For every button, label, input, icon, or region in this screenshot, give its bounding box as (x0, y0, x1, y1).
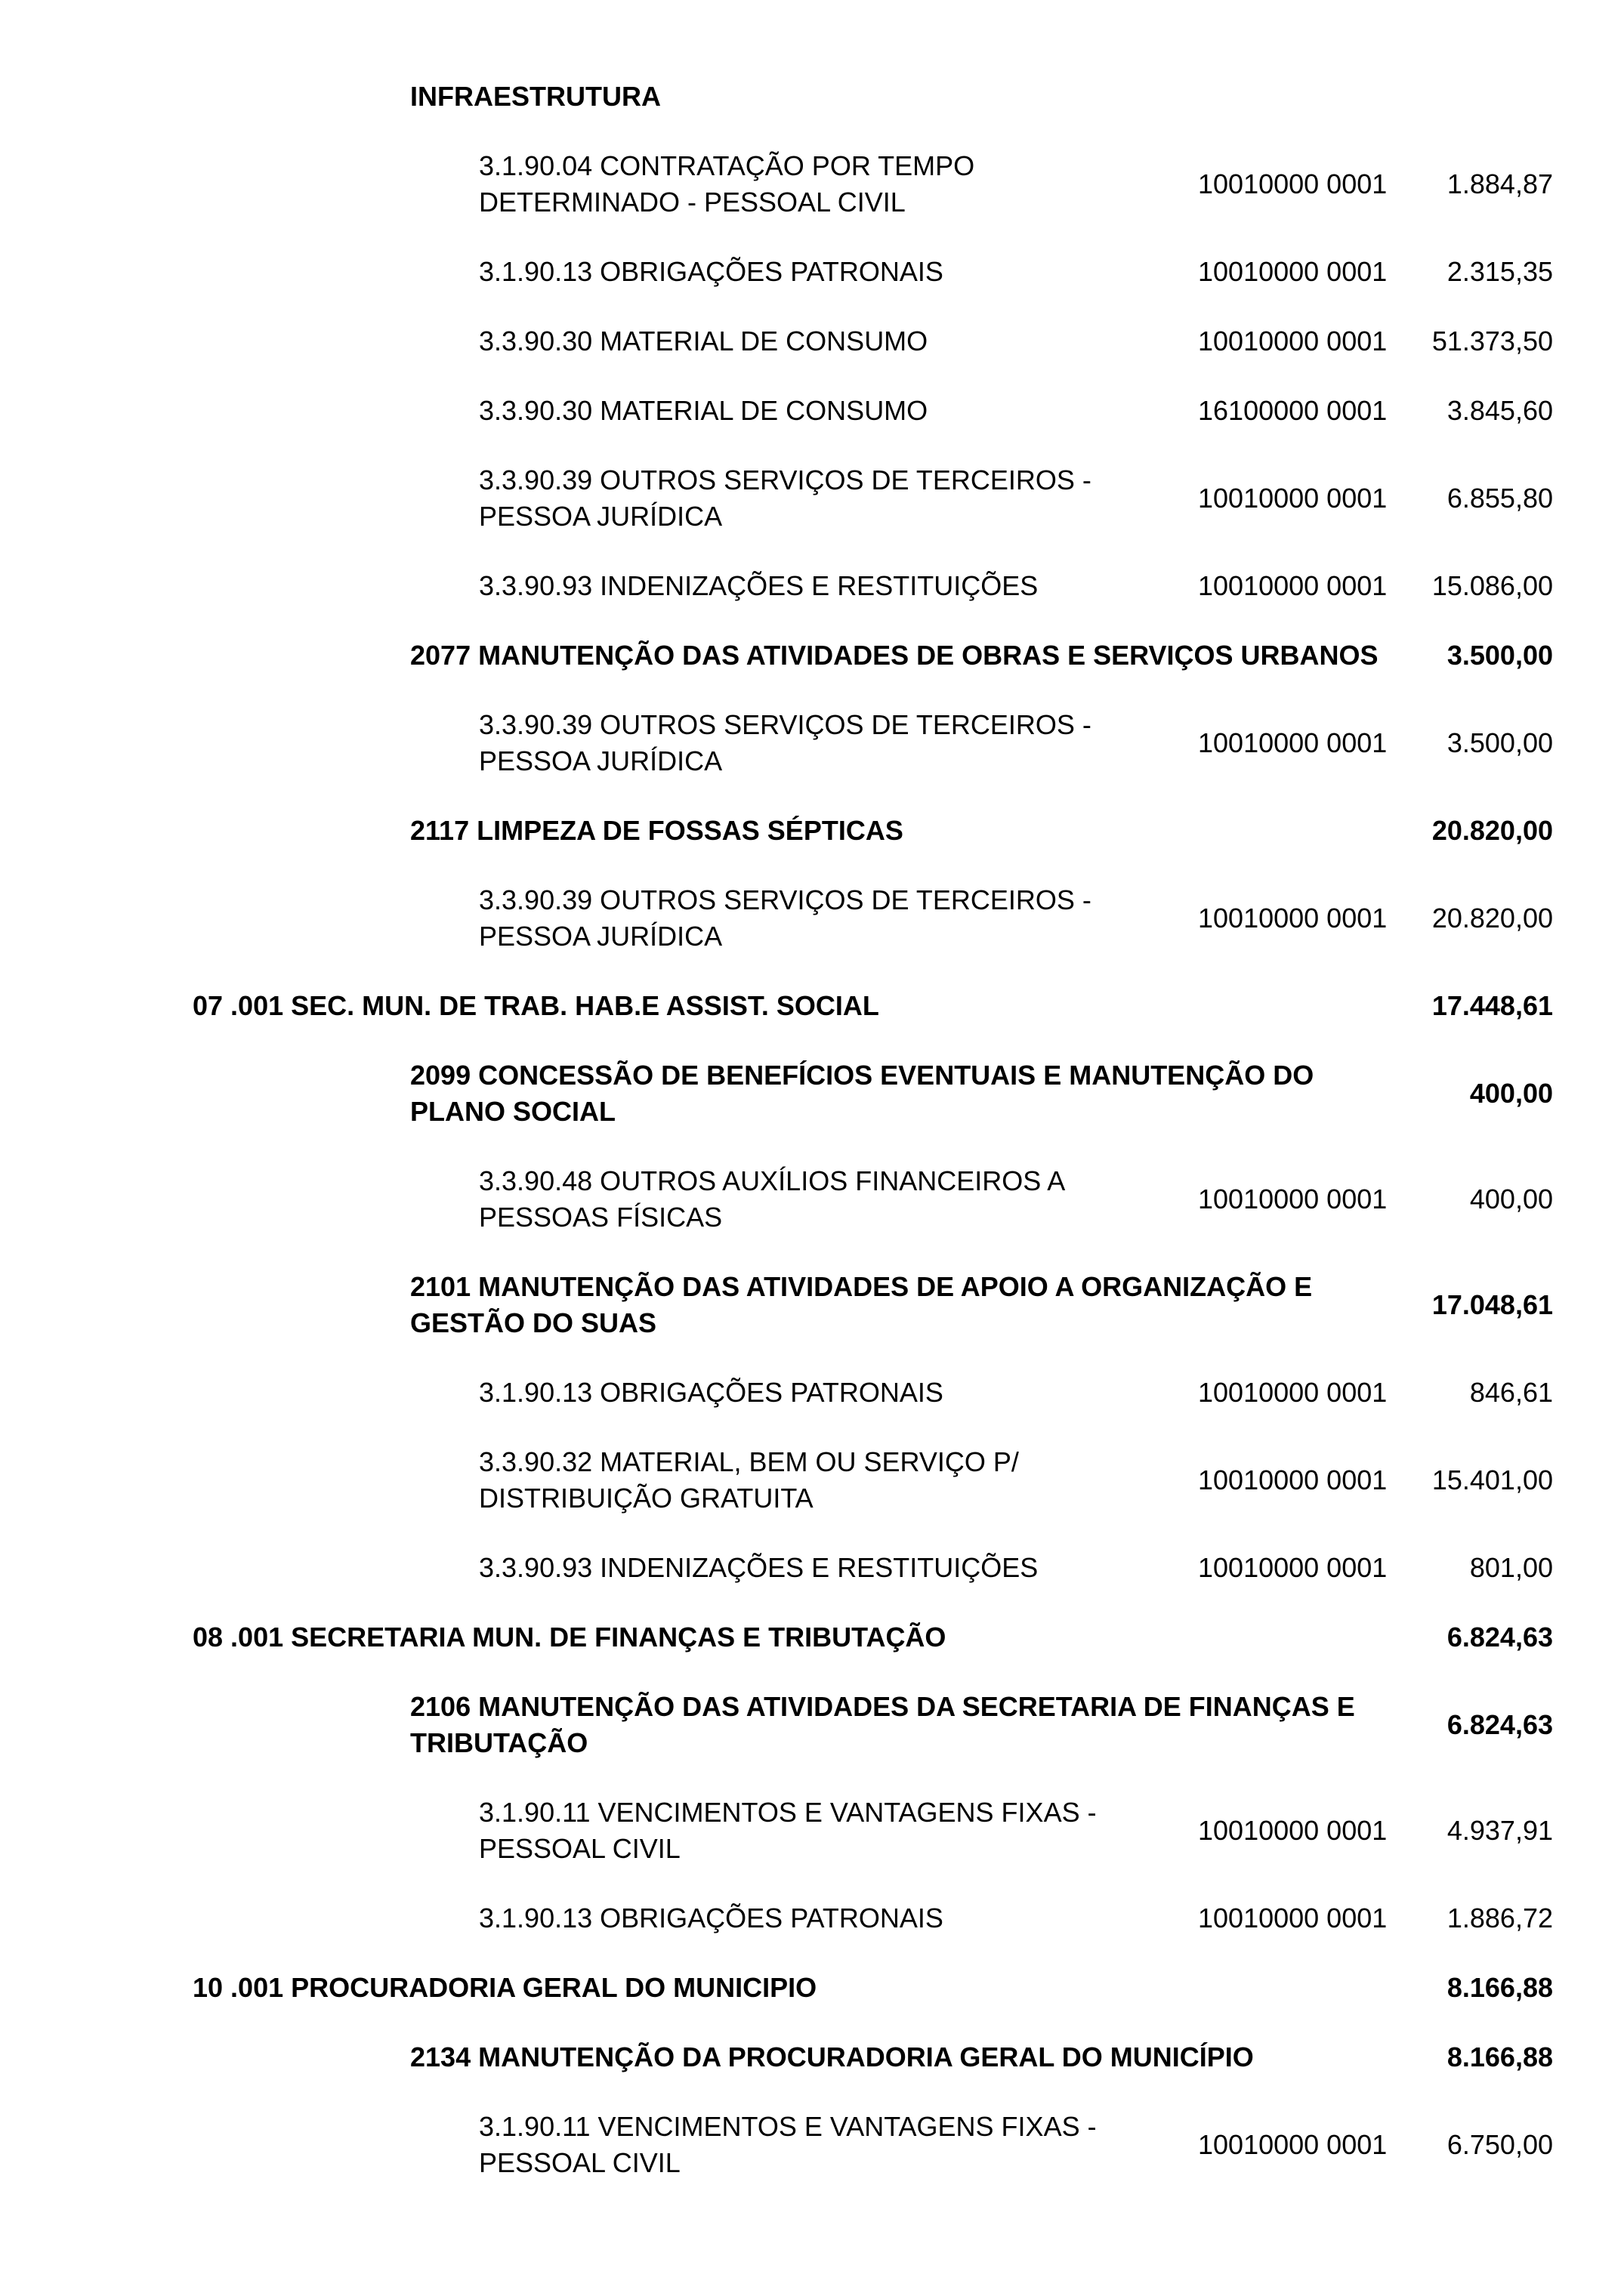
source-code: 10010000 0001 (1198, 903, 1388, 934)
amount: 6.855,80 (1446, 483, 1553, 514)
action-total: 400,00 (1469, 1078, 1553, 1109)
source-code: 10010000 0001 (1198, 2129, 1388, 2160)
source-code: 16100000 0001 (1198, 395, 1388, 426)
source-code: 10010000 0001 (1198, 1903, 1388, 1933)
expense-label: 3.1.90.13 OBRIGAÇÕES PATRONAIS (479, 1377, 943, 1408)
source-code: 10010000 0001 (1198, 1552, 1388, 1583)
source-code: 10010000 0001 (1198, 1183, 1388, 1214)
action-label: 2101 MANUTENÇÃO DAS ATIVIDADES DE APOIO A ORGANIZAÇÃO E GESTÃO DO SUAS (410, 1271, 1313, 1338)
source-code: 10010000 0001 (1198, 727, 1388, 758)
expense-label: 3.1.90.04 CONTRATAÇÃO POR TEMPO DETERMINADO - PESSOAL CIVIL (479, 150, 975, 218)
action-total: 6.824,63 (1446, 1709, 1553, 1740)
action-label: 2134 MANUTENÇÃO DA PROCURADORIA GERAL DO MUNICÍPIO (410, 2041, 1254, 2072)
unit-label: 07 .001 SEC. MUN. DE TRAB. HAB.E ASSIST. SOCIAL (193, 990, 879, 1021)
expense-label: 3.3.90.39 OUTROS SERVIÇOS DE TERCEIROS - PESSOA JURÍDICA (479, 464, 1091, 532)
amount: 3.500,00 (1446, 727, 1553, 758)
action-label: 2106 MANUTENÇÃO DAS ATIVIDADES DA SECRETARIA DE FINANÇAS E TRIBUTAÇÃO (410, 1691, 1355, 1758)
amount: 400,00 (1469, 1183, 1553, 1214)
amount: 6.750,00 (1446, 2129, 1553, 2160)
expense-label: 3.3.90.30 MATERIAL DE CONSUMO (479, 326, 928, 356)
source-code: 10010000 0001 (1198, 1815, 1388, 1846)
source-code: 10010000 0001 (1198, 1464, 1388, 1495)
source-code: 10010000 0001 (1198, 256, 1388, 287)
expense-label: 3.3.90.32 MATERIAL, BEM OU SERVIÇO P/ DISTRIBUIÇÃO GRATUITA (479, 1446, 1019, 1514)
action-label: 2117 LIMPEZA DE FOSSAS SÉPTICAS (410, 815, 903, 846)
source-code: 10010000 0001 (1198, 1377, 1388, 1408)
source-code: 10010000 0001 (1198, 483, 1388, 514)
unit-total: 6.824,63 (1446, 1622, 1553, 1653)
amount: 4.937,91 (1446, 1815, 1553, 1846)
amount: 15.086,00 (1431, 570, 1553, 601)
amount: 1.884,87 (1446, 168, 1553, 199)
action-total: 17.048,61 (1431, 1289, 1553, 1320)
amount: 51.373,50 (1431, 326, 1553, 356)
action-label: 2077 MANUTENÇÃO DAS ATIVIDADES DE OBRAS E SERVIÇOS URBANOS (410, 640, 1379, 671)
source-code: 10010000 0001 (1198, 570, 1388, 601)
source-code: 10010000 0001 (1198, 168, 1388, 199)
expense-label: 3.3.90.93 INDENIZAÇÕES E RESTITUIÇÕES (479, 1552, 1039, 1583)
action-total: 8.166,88 (1446, 2041, 1553, 2072)
action-label: 2099 CONCESSÃO DE BENEFÍCIOS EVENTUAIS E MANUTENÇÃO DO PLANO SOCIAL (410, 1060, 1314, 1127)
action-total: 3.500,00 (1446, 640, 1553, 671)
expense-label: 3.3.90.39 OUTROS SERVIÇOS DE TERCEIROS - PESSOA JURÍDICA (479, 709, 1091, 776)
amount: 15.401,00 (1431, 1464, 1553, 1495)
amount: 2.315,35 (1446, 256, 1553, 287)
expense-label: 3.3.90.30 MATERIAL DE CONSUMO (479, 395, 928, 426)
expense-label: 3.3.90.93 INDENIZAÇÕES E RESTITUIÇÕES (479, 570, 1039, 601)
amount: 801,00 (1469, 1552, 1553, 1583)
source-code: 10010000 0001 (1198, 326, 1388, 356)
expense-label: 3.1.90.13 OBRIGAÇÕES PATRONAIS (479, 1903, 943, 1933)
section-label: INFRAESTRUTURA (410, 81, 661, 112)
unit-total: 17.448,61 (1431, 990, 1553, 1021)
expense-label: 3.1.90.11 VENCIMENTOS E VANTAGENS FIXAS - PESSOAL CIVIL (479, 1797, 1097, 1864)
amount: 1.886,72 (1446, 1903, 1553, 1933)
amount: 846,61 (1469, 1377, 1553, 1408)
amount: 20.820,00 (1431, 903, 1553, 934)
unit-label: 10 .001 PROCURADORIA GERAL DO MUNICIPIO (193, 1972, 817, 2003)
unit-label: 08 .001 SECRETARIA MUN. DE FINANÇAS E TRIBUTAÇÃO (193, 1622, 946, 1653)
amount: 3.845,60 (1446, 395, 1553, 426)
expense-label: 3.3.90.39 OUTROS SERVIÇOS DE TERCEIROS - PESSOA JURÍDICA (479, 884, 1091, 952)
action-total: 20.820,00 (1431, 815, 1553, 846)
expense-label: 3.3.90.48 OUTROS AUXÍLIOS FINANCEIROS A PESSOAS FÍSICAS (479, 1165, 1066, 1233)
expense-label: 3.1.90.13 OBRIGAÇÕES PATRONAIS (479, 256, 943, 287)
unit-total: 8.166,88 (1446, 1972, 1553, 2003)
expense-label: 3.1.90.11 VENCIMENTOS E VANTAGENS FIXAS - PESSOAL CIVIL (479, 2111, 1097, 2178)
